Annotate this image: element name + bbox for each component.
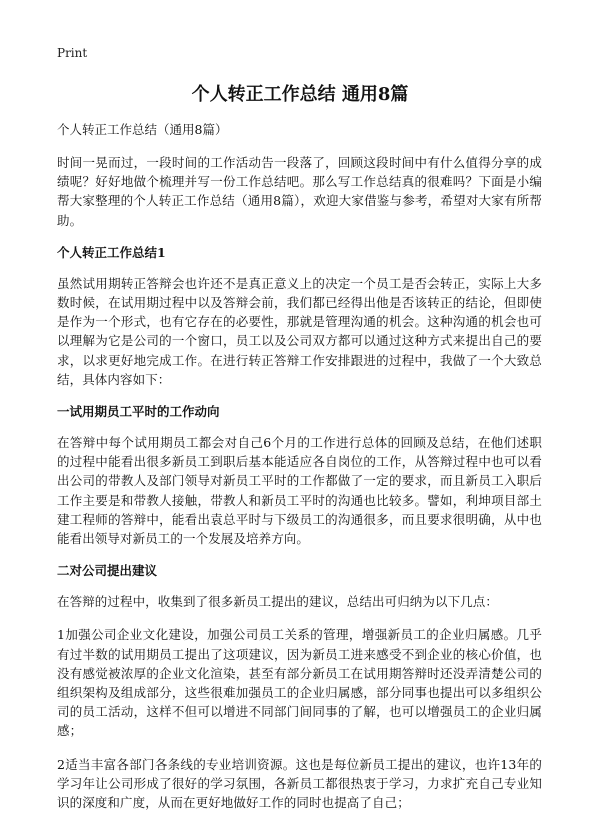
section1-paragraph: 虽然试用期转正答辩会也许还不是真正意义上的决定一个员工是否会转正，实际上大多数时候，在试用期过程中以及答辩会前，我们都已经得出他是否该转正的结论，但即使是作为一个形式，也有它存在的必要性，那就是管理沟通的机会。这种沟通的机会也可以理解为它是公司的一个窗口，员工以及公司双方都可以通过这种方式来提出自己的要求，以求更好地完成工作。在进行转正答辩工作安排跟进的过程中，我做了一个大致总结，具体内容如下： — [57, 275, 542, 387]
subsection-heading-work-trends: 一试用期员工平时的工作动向 — [57, 404, 220, 420]
print-link[interactable]: Print — [57, 46, 88, 60]
subsection-heading-suggestions: 二对公司提出建议 — [57, 563, 158, 579]
document-subtitle: 个人转正工作总结（通用8篇） — [57, 122, 228, 137]
section-heading-1: 个人转正工作总结1 — [57, 244, 166, 260]
subsection2-paragraph: 在答辩的过程中，收集到了很多新员工提出的建议，总结出可归纳为以下几点： — [57, 594, 499, 610]
subsection1-paragraph: 在答辩中每个试用期员工都会对自己6个月的工作进行总体的回顾及总结，在他们述职的过程中能看出很多新员工到职后基本能适应各自岗位的工作，从答辩过程中也可以看出公司的带教人及部门领导对新员工平时的工作都做了一定的要求，而且新员工入职后工作主要是和带教人接触，带教人和新员工平时的沟通也比较多。譬如，利坤项目部土建工程师的答辩中，能看出袁总平时与下级员工的沟通很多，而且要求很明确，从中也能看出领导对新员工的一个发展及培养方向。 — [57, 435, 542, 547]
page-title: 个人转正工作总结 通用8篇 — [191, 84, 409, 105]
suggestion-point-1: 1加强公司企业文化建设，加强公司员工关系的管理，增强新员工的企业归属感。几乎有过半数的试用期员工提出了这项建议，因为新员工进来感受不到企业的核心价值，也没有感觉被浓厚的企业文化渲染，甚至有部分新员工在试用期答辩时还没弄清楚公司的组织架构及组成部分，这些很难加强员工的企业归属感，部分同事也提出可以多组织公司的员工活动，这样不但可以增进不同部门间同事的了解，也可以增强员工的企业归属感； — [57, 627, 542, 739]
suggestion-point-2: 2适当丰富各部门各条线的专业培训资源。这也是每位新员工提出的建议，也许13年的学习年让公司形成了很好的学习氛围，各新员工都很热衷于学习，力求扩充自己专业知识的深度和广度，从而在更好地做好工作的同时也提高了自己； — [57, 756, 542, 811]
document-body — [57, 121, 542, 826]
intro-paragraph: 时间一晃而过，一段时间的工作活动告一段落了，回顾这段时间中有什么值得分享的成绩呢？好好地做个梳理并写一份工作总结吧。那么写工作总结真的很难吗？下面是小编帮大家整理的个人转正工作总结（通用8篇），欢迎大家借鉴与参考，希望对大家有所帮助。 — [57, 155, 542, 228]
